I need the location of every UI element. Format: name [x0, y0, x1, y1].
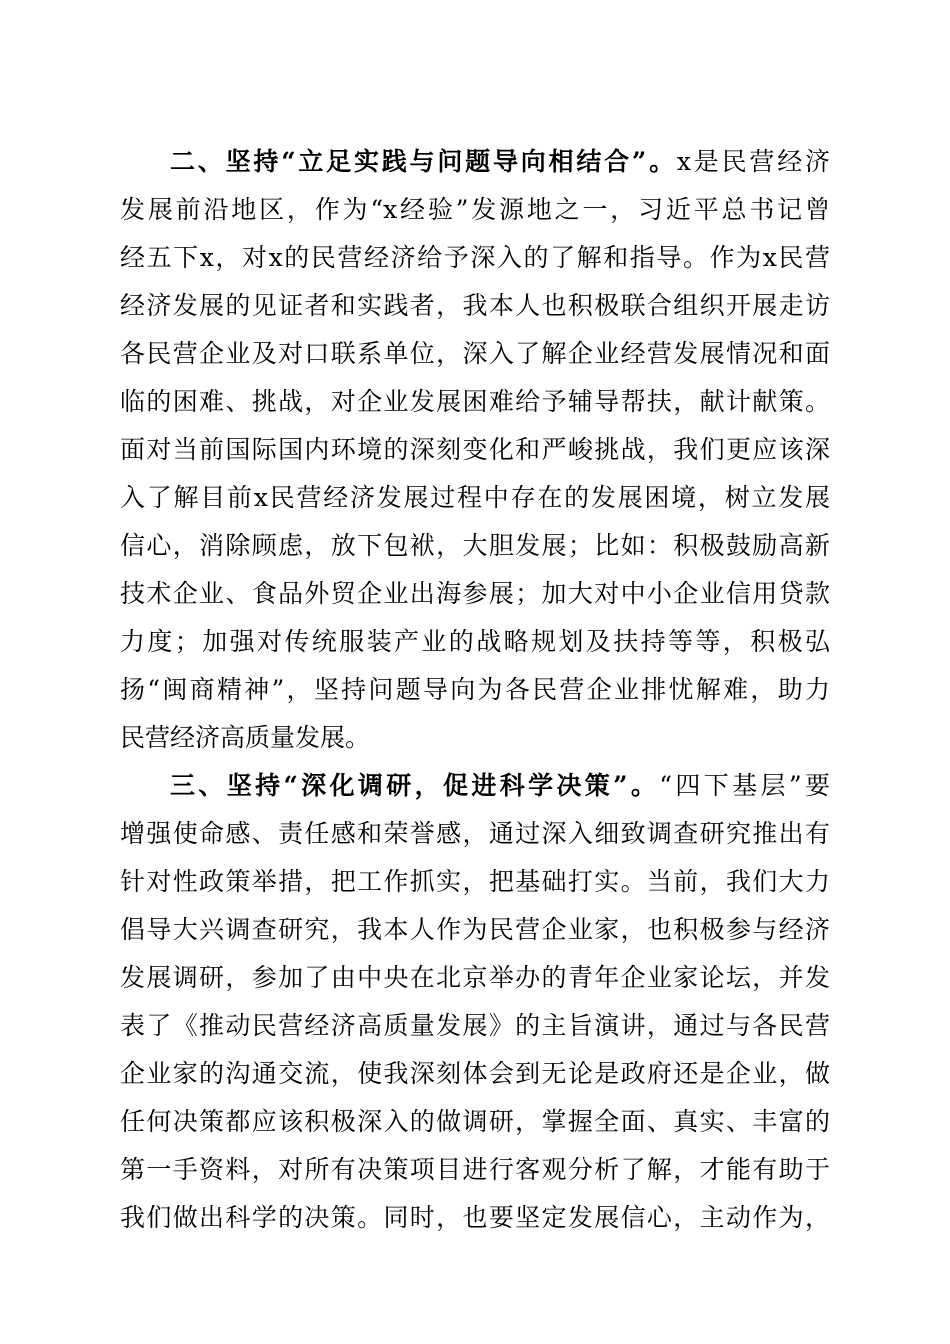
paragraph-3-line-3: 针对性政策举措，把工作抓实，把基础打实。当前，我们大力 [120, 867, 830, 896]
paragraph-3-line-2: 增强使命感、责任感和荣誉感，通过深入细致调查研究推出有 [120, 819, 830, 848]
paragraph-2-line-2: 发展前沿地区，作为“x经验”发源地之一，习近平总书记曾 [120, 195, 830, 224]
paragraph-2-line-3: 经五下x，对x的民营经济给予深入的了解和指导。作为x民营 [120, 243, 830, 272]
paragraph-2-line-5: 各民营企业及对口联系单位，深入了解企业经营发展情况和面 [120, 339, 830, 368]
paragraph-2-line-12: 扬“闽商精神”，坚持问题导向为各民营企业排忧解难，助力 [120, 675, 830, 704]
paragraph-3-text-1: “四下基层”要 [659, 771, 830, 800]
paragraph-3-line-10: 我们做出科学的决策。同时，也要坚定发展信心，主动作为， [120, 1203, 830, 1232]
paragraph-3-heading: 三、坚持“深化调研，促进科学决策”。 [170, 771, 660, 800]
paragraph-2-line-6: 临的困难、挑战，对企业发展困难给予辅导帮扶，献计献策。 [120, 387, 830, 416]
paragraph-3-line-4: 倡导大兴调查研究，我本人作为民营企业家，也积极参与经济 [120, 915, 830, 944]
paragraph-3-line-6: 表了《推动民营经济高质量发展》的主旨演讲，通过与各民营 [120, 1011, 830, 1040]
paragraph-3-line-5: 发展调研，参加了由中央在北京举办的青年企业家论坛，并发 [120, 963, 830, 992]
paragraph-3-line-8: 任何决策都应该积极深入的做调研，掌握全面、真实、丰富的 [120, 1107, 830, 1136]
paragraph-2-line-1 [170, 141, 830, 183]
paragraph-2-heading: 二、坚持“立足实践与问题导向相结合”。 [170, 147, 677, 176]
paragraph-2-text-1: x是民营经济 [676, 147, 830, 176]
paragraph-3-line-7: 企业家的沟通交流，使我深刻体会到无论是政府还是企业，做 [120, 1059, 830, 1088]
paragraph-2-line-13: 民营经济高质量发展。 [120, 723, 371, 752]
paragraph-2-line-4: 经济发展的见证者和实践者，我本人也积极联合组织开展走访 [120, 291, 830, 320]
paragraph-3-line-1 [170, 765, 830, 807]
paragraph-3-line-9: 第一手资料，对所有决策项目进行客观分析了解，才能有助于 [120, 1155, 830, 1184]
paragraph-2-line-7: 面对当前国际国内环境的深刻变化和严峻挑战，我们更应该深 [120, 435, 830, 464]
paragraph-2-line-10: 技术企业、食品外贸企业出海参展；加大对中小企业信用贷款 [120, 579, 830, 608]
paragraph-2-line-11: 力度；加强对传统服装产业的战略规划及扶持等等，积极弘 [120, 627, 830, 656]
paragraph-2-line-9: 信心，消除顾虑，放下包袱，大胆发展；比如：积极鼓励高新 [120, 531, 830, 560]
paragraph-2-line-8: 入了解目前x民营经济发展过程中存在的发展困境，树立发展 [120, 483, 830, 512]
